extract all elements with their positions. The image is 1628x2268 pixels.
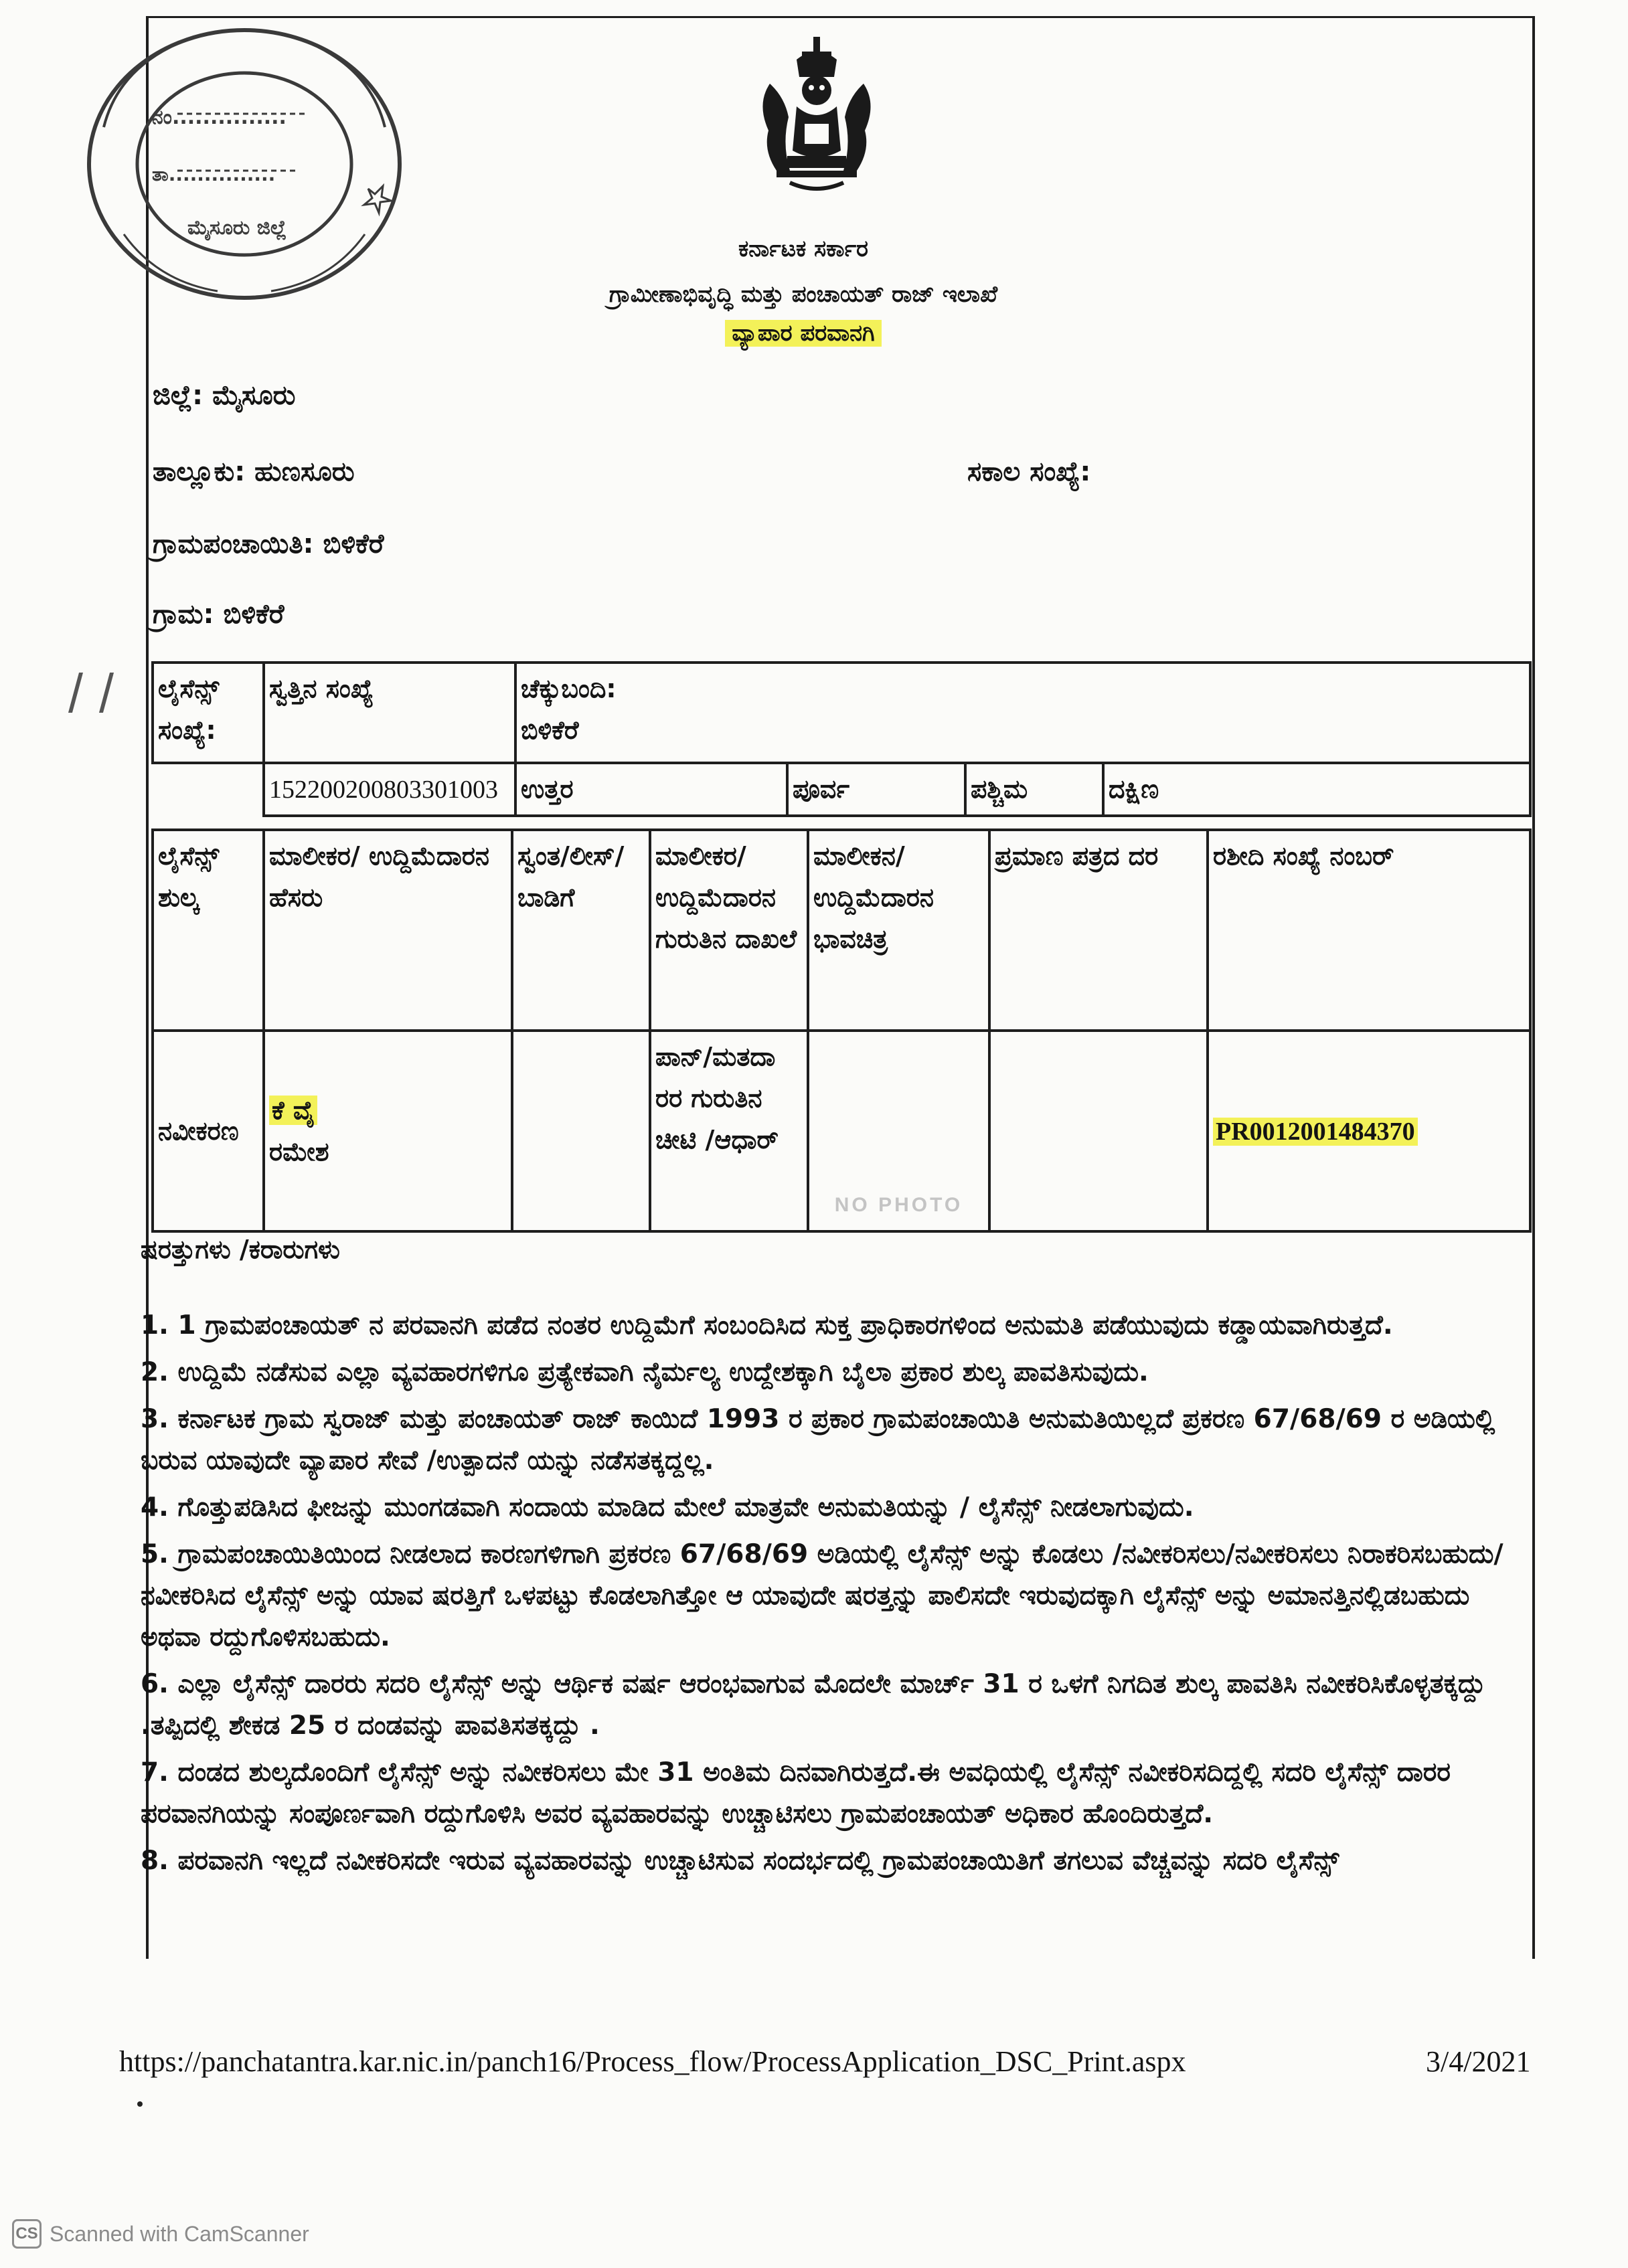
department-heading: ಗ್ರಾಮೀಣಾಭಿವೃದ್ಧಿ ಮತ್ತು ಪಂಚಾಯತ್ ರಾಜ್ ಇಲಾಖೆ [608,281,998,308]
owner-photo-label: ಮಾಲೀಕನ/ ಉದ್ದಿಮೆದಾರನ ಭಾವಚಿತ್ರ [813,841,934,954]
condition-item: 2. ಉದ್ದಿಮೆ ನಡೆಸುವ ಎಲ್ಲಾ ವ್ಯವಹಾರಗಳಿಗೂ ಪ್ರತ್ಯೇಕವಾಗಿ ನೈರ್ಮಲ್ಯ ಉದ್ದೇಶಕ್ಕಾಗಿ ಬೈಲಾ ಪ್ರಕಾರ ಶುಲ್ಕ ಪಾವತಿಸುವುದು. [141,1357,1149,1387]
id-document-cell [650,1031,808,1231]
north-cell [515,763,787,816]
condition-item: 5. ಗ್ರಾಮಪಂಚಾಯಿತಿಯಿಂದ ನೀಡಲಾದ ಕಾರಣಗಳಿಗಾಗಿ ಪ್ರಕರಣ 67/68/69 ಅಡಿಯಲ್ಲಿ ಲೈಸೆನ್ಸ್ ಅನ್ನು ಕೊಡಲು /ನವೀಕರಿಸಲು/ನವೀಕರಿಸಲು ನಿರಾಕರಿಸಬಹುದು/ನವೀಕರಿಸಿದ ಲೈಸೆನ್ಸ್ ಅನ್ನು ಯಾವ ಷರತ್ತಿಗೆ ಒಳಪಟ್ಟು ಕೊಡಲಾಗಿತ್ತೋ ಆ ಯಾವುದೇ ಷರತ್ತನ್ನು ಪಾಲಿಸದೇ ಇರುವುದಕ್ಕಾಗಿ ಲೈಸೆನ್ಸ್ ಅನ್ನು ಅಮಾನತ್ತಿನಲ್ಲಿಡಬಹುದು ಅಥವಾ ರದ್ದುಗೊಳಿಸಬಹುದು. [141,1539,1503,1652]
north-label: ಉತ್ತರ [521,774,574,804]
owner-name-cell [264,1031,512,1231]
fee-value: ನವೀಕರಣ [158,1116,239,1146]
karnataka-emblem-icon [750,37,884,201]
fee-value-cell [153,1031,264,1231]
owner-name-line1: ಕೆ ವೈ [269,1096,317,1125]
condition-item: 1. 1 ಗ್ರಾಮಪಂಚಾಯತ್ ನ ಪರವಾನಗಿ ಪಡೆದ ನಂತರ ಉದ್ದಿಮೆಗೆ ಸಂಬಂದಿಸಿದ ಸುಕ್ತ ಪ್ರಾಧಿಕಾರಗಳಿಂದ ಅನುಮತಿ ಪಡೆಯುವುದು ಕಡ್ಡಾಯವಾಗಿರುತ್ತದೆ. [141,1310,1393,1340]
south-cell [1103,763,1530,816]
license-details-table [151,828,1532,1233]
boundary-cell [515,663,1530,763]
south-label: ದಕ್ಷಿಣ [1109,774,1159,804]
receipt-number-cell [1208,1031,1530,1231]
east-cell [787,763,965,816]
east-label: ಪೂರ್ವ [793,774,850,804]
stamp-date-line: ತಾ............... [152,163,276,185]
village-field: ಗ್ರಾಮ: ಬಿಳಿಕೆರೆ [153,599,284,630]
sakala-number-field: ಸಕಾಲ ಸಂಖ್ಯೆ: [967,456,1091,487]
ink-dot [137,2101,143,2107]
camscanner-logo-icon: CS [12,2219,42,2249]
property-number-label-cell [264,663,515,763]
id-document-value: ಪಾನ್/ಮತದಾ ರರ ಗುರುತಿನ ಚೀಟಿ /ಆಧಾರ್ [655,1042,779,1154]
government-heading: ಕರ್ನಾಟಕ ಸರ್ಕಾರ [738,236,869,262]
tenure-label-cell [512,830,650,1031]
footer-date: 3/4/2021 [1426,2045,1531,2078]
owner-id-label-cell [650,830,808,1031]
cert-rate-label: ಪ್ರಮಾಣ ಪತ್ರದ ದರ [995,841,1159,871]
document-title-text: ವ್ಯಾಪಾರ ಪರವಾನಗಿ [725,320,881,347]
owner-photo-cell [808,1031,989,1231]
district-field: ಜಿಲ್ಲೆ: ಮೈಸೂರು [153,380,296,411]
fee-label: ಲೈಸೆನ್ಸ್ ಶುಲ್ಕ [158,841,220,912]
camscanner-watermark: Scanned with CamScanner [50,2222,309,2246]
owner-name-line2: ರಮೇಶ [269,1137,329,1166]
taluk-field: ತಾಲ್ಲೂಕು: ಹುಣಸೂರು [153,456,355,487]
owner-name-label-cell [264,830,512,1031]
owner-name-label: ಮಾಲೀಕರ/ ಉದ್ದಿಮೆದಾರನ ಹೆಸರು [269,841,490,912]
receipt-label-cell [1208,830,1530,1031]
receipt-label: ರಶೀದಿ ಸಂಖ್ಯೆ ನಂಬರ್ [1213,841,1394,871]
tenure-value-cell [512,1031,650,1231]
panchayat-seal-stamp [77,13,412,328]
gram-panchayat-field: ಗ್ರಾಮಪಂಚಾಯಿತಿ: ಬಿಳಿಕೆರೆ [153,529,384,559]
tenure-label: ಸ್ವಂತ/ಲೀಸ್/ ಬಾಡಿಗೆ [517,841,625,912]
empty-cell [153,763,264,816]
cert-rate-value-cell [989,1031,1208,1231]
boundary-label: ಚೆಕ್ಕುಬಂದಿ: [521,674,617,703]
conditions-heading: ಷರತ್ತುಗಳು /ಕರಾರುಗಳು [141,1235,340,1264]
boundary-value: ಬಿಳಿಕೆರೆ [521,715,579,745]
stamp-place: ಮೈಸೂರು ಜಿಲ್ಲೆ [187,216,287,240]
owner-photo-label-cell [808,830,989,1031]
west-label: ಪಶ್ಚಿಮ [971,774,1028,804]
condition-item: 6. ಎಲ್ಲಾ ಲೈಸೆನ್ಸ್ ದಾರರು ಸದರಿ ಲೈಸೆನ್ಸ್ ಅನ್ನು ಆರ್ಥಿಕ ವರ್ಷ ಆರಂಭವಾಗುವ ಮೊದಲೇ ಮಾರ್ಚ್ 31 ರ ಒಳಗೆ ನಿಗದಿತ ಶುಲ್ಕ ಪಾವತಿಸಿ ನವೀಕರಿಸಿಕೊಳ್ಳತಕ್ಕದ್ದು .ತಪ್ಪಿದಲ್ಲಿ ಶೇಕಡ 25 ರ ದಂಡವನ್ನು ಪಾವತಿಸತಕ್ಕದ್ದು . [141,1669,1485,1741]
property-boundary-table [151,661,1532,817]
property-number-cell [264,763,515,816]
owner-id-label: ಮಾಲೀಕರ/ ಉದ್ದಿಮೆದಾರನ ಗುರುತಿನ ದಾಖಲೆ [655,841,797,954]
footer-url: https://panchatantra.kar.nic.in/panch16/Process_flow/ProcessApplication_DSC_Print.aspx [119,2045,1186,2078]
condition-item: 4. ಗೊತ್ತುಪಡಿಸಿದ ಫೀಜನ್ನು ಮುಂಗಡವಾಗಿ ಸಂದಾಯ ಮಾಡಿದ ಮೇಲೆ ಮಾತ್ರವೇ ಅನುಮತಿಯನ್ನು / ಲೈಸೆನ್ಸ್ ನೀಡಲಾಗುವುದು. [141,1492,1194,1522]
west-cell [965,763,1103,816]
condition-item: 8. ಪರವಾನಗಿ ಇಲ್ಲದೆ ನವೀಕರಿಸದೇ ಇರುವ ವ್ಯವಹಾರವನ್ನು ಉಚ್ಚಾಟಿಸುವ ಸಂದರ್ಭದಲ್ಲಿ ಗ್ರಾಮಪಂಚಾಯಿತಿಗೆ ತಗಲುವ ವೆಚ್ಚವನ್ನು ಸದರಿ ಲೈಸೆನ್ಸ್ [141,1846,1339,1876]
condition-item: 3. ಕರ್ನಾಟಕ ಗ್ರಾಮ ಸ್ವರಾಜ್ ಮತ್ತು ಪಂಚಾಯತ್ ರಾಜ್ ಕಾಯಿದೆ 1993 ರ ಪ್ರಕಾರ ಗ್ರಾಮಪಂಚಾಯಿತಿ ಅನುಮತಿಯಿಲ್ಲದೆ ಪ್ರಕರಣ 67/68/69 ರ ಅಡಿಯಲ್ಲಿ ಬರುವ ಯಾವುದೇ ವ್ಯಾಪಾರ ಸೇವೆ /ಉತ್ಪಾದನೆ ಯನ್ನು ನಡೆಸತಕ್ಕದ್ದಲ್ಲ. [141,1404,1495,1476]
property-number-value: 152200200803301003 [269,776,498,804]
fee-label-cell [153,830,264,1031]
cert-rate-label-cell [989,830,1208,1031]
receipt-number-value: PR0012001484370 [1213,1118,1418,1146]
stamp-number-line: ನಂ............... [152,106,287,129]
property-number-label: ಸ್ವತ್ತಿನ ಸಂಖ್ಯೆ [269,674,374,703]
condition-item: 7. ದಂಡದ ಶುಲ್ಕದೊಂದಿಗೆ ಲೈಸೆನ್ಸ್ ಅನ್ನು ನವೀಕರಿಸಲು ಮೇ 31 ಅಂತಿಮ ದಿನವಾಗಿರುತ್ತದೆ.ಈ ಅವಧಿಯಲ್ಲಿ ಲೈಸೆನ್ಸ್ ನವೀಕರಿಸದಿದ್ದಲ್ಲಿ ಸದರಿ ಲೈಸೆನ್ಸ್ ದಾರರ ಪರವಾನಗಿಯನ್ನು ಸಂಪೂರ್ಣವಾಗಿ ರದ್ದುಗೊಳಿಸಿ ಅವರ ವ್ಯವಹಾರವನ್ನು ಉಚ್ಚಾಟಿಸಲು ಗ್ರಾಮಪಂಚಾಯತ್ ಅಧಿಕಾರ ಹೊಂದಿರುತ್ತದೆ. [141,1757,1451,1829]
no-photo-placeholder: NO PHOTO [834,1194,963,1216]
license-number-label: ಲೈಸೆನ್ಸ್ ಸಂಖ್ಯೆ: [158,674,220,745]
license-number-label-cell [153,663,264,763]
document-title [402,320,1205,347]
conditions-list [141,1305,1533,1887]
